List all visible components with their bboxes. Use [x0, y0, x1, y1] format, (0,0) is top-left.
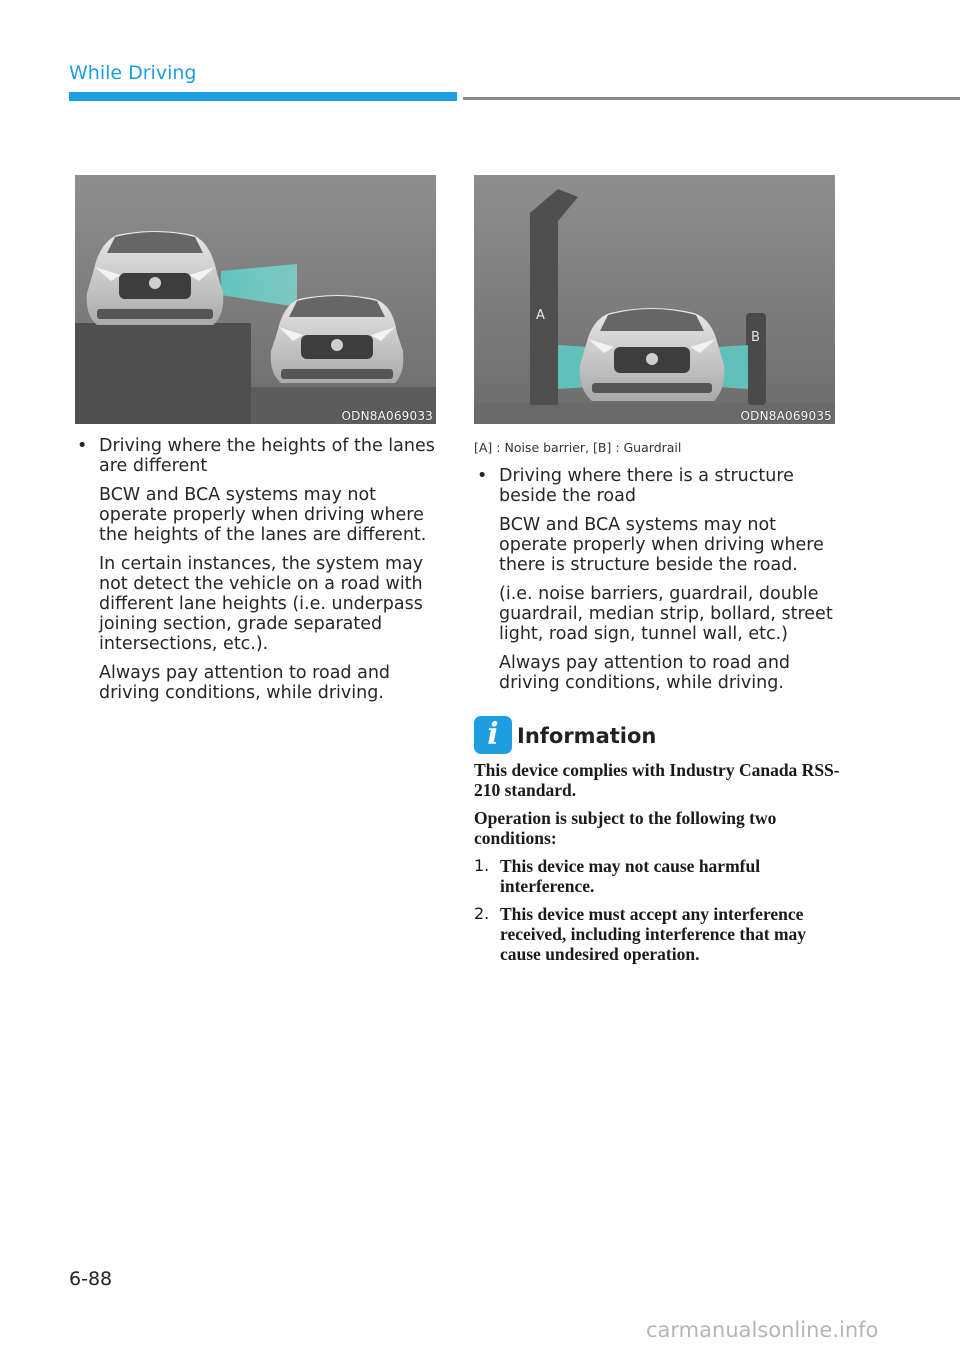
item-text: This device may not cause harmful interference.	[500, 856, 761, 896]
figure-code: ODN8A069035	[740, 409, 832, 423]
item-number: 2.	[474, 904, 490, 923]
label-a: A	[536, 308, 545, 323]
numbered-item	[474, 904, 844, 964]
information-paragraph: This device complies with Industry Canada RSS-210 standard.	[474, 760, 840, 800]
paragraph: Always pay attention to road and driving conditions, while driving.	[99, 663, 391, 703]
page-number: 6-88	[69, 1268, 113, 1290]
right-column	[469, 466, 839, 693]
bullet-text: Driving where the heights of the lanes are different	[99, 436, 435, 476]
bullet-item	[469, 466, 839, 506]
paragraph: BCW and BCA systems may not operate properly when driving where the heights of the lanes are different.	[99, 485, 427, 545]
paragraph: Always pay attention to road and driving conditions, while driving.	[499, 653, 791, 693]
lane-height-illustration	[75, 175, 436, 424]
left-column	[69, 436, 439, 703]
lower-car	[271, 295, 404, 383]
upper-car	[87, 231, 224, 325]
bullet-text: Driving where there is a structure beside the road	[499, 466, 794, 506]
information-body	[474, 760, 844, 972]
item-text: This device must accept any interference received, including interference that may cause undesired operation.	[500, 904, 807, 964]
paragraph: In certain instances, the system may not detect the vehicle on a road with different lane heights (i.e. underpass joining section, grade separated intersections, etc.).	[99, 554, 424, 654]
center-car	[580, 308, 725, 401]
bullet-item	[69, 436, 439, 476]
raised-lane	[75, 323, 251, 424]
figure-structure-beside-road	[474, 175, 835, 424]
item-number: 1.	[474, 856, 490, 875]
header-rule-accent	[69, 92, 457, 101]
watermark: carmanualsonline.info	[646, 1318, 879, 1342]
header-rule	[463, 97, 960, 100]
figure-code: ODN8A069033	[341, 409, 433, 423]
paragraph: BCW and BCA systems may not operate properly when driving where there is structure beside the road.	[499, 515, 824, 575]
guardrail-post	[746, 313, 766, 405]
bullet-symbol: •	[77, 436, 88, 456]
paragraph: (i.e. noise barriers, guardrail, double guardrail, median strip, bollard, street light, road sign, tunnel wall, etc.)	[499, 584, 833, 644]
header-section-title: While Driving	[69, 62, 197, 84]
numbered-item	[474, 856, 844, 896]
figure-different-lane-heights	[75, 175, 436, 424]
information-title: Information	[517, 724, 657, 748]
info-icon: i	[474, 716, 512, 754]
information-paragraph: Operation is subject to the following two conditions:	[474, 808, 777, 848]
roadside-structure-illustration	[474, 175, 835, 424]
figure-caption: [A] : Noise barrier, [B] : Guardrail	[474, 440, 682, 455]
bullet-symbol: •	[477, 466, 488, 486]
label-b: B	[751, 330, 760, 345]
